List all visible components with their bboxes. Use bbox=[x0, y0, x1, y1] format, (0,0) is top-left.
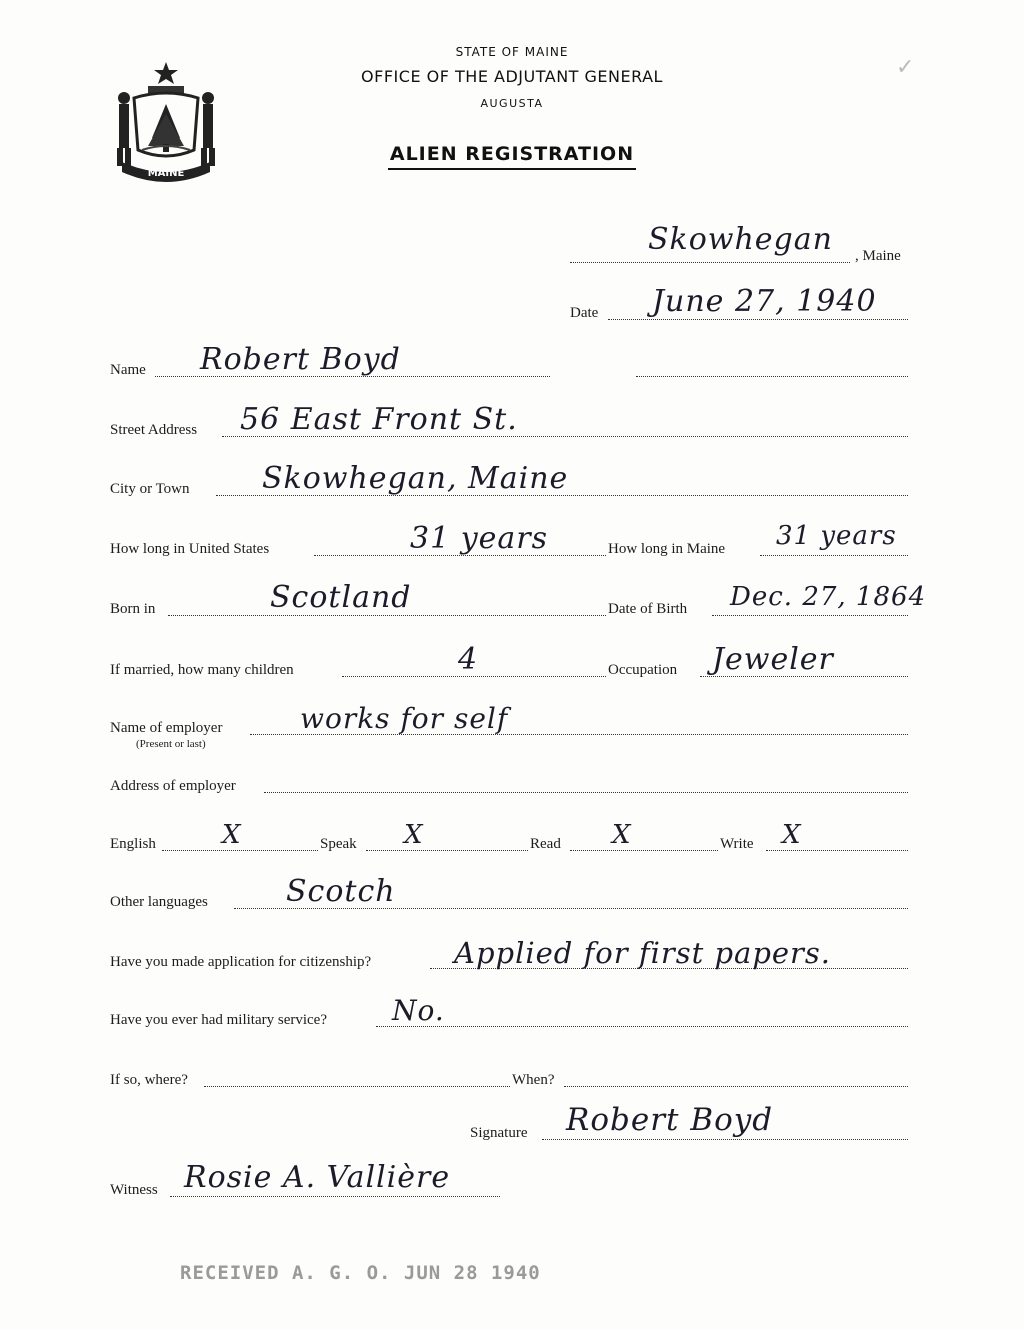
military-label: Have you ever had military service? bbox=[110, 1012, 327, 1028]
where-label: If so, where? bbox=[110, 1072, 188, 1088]
header-state: STATE OF MAINE bbox=[455, 45, 569, 59]
city-value: Skowhegan, Maine bbox=[262, 461, 569, 496]
name-value: Robert Boyd bbox=[200, 342, 401, 377]
speak-value: X bbox=[404, 820, 424, 850]
how-long-us-label: How long in United States bbox=[110, 541, 270, 557]
occupation-value: Jeweler bbox=[712, 642, 834, 677]
employer-address-label: Address of employer bbox=[110, 778, 236, 794]
how-long-us-value: 31 years bbox=[410, 521, 549, 556]
form-title: ALIEN REGISTRATION bbox=[300, 143, 724, 165]
city-label: City or Town bbox=[110, 481, 190, 497]
town-value: Skowhegan bbox=[648, 222, 833, 257]
born-in-label: Born in bbox=[110, 601, 156, 617]
name-label: Name bbox=[110, 362, 146, 378]
how-long-maine-label: How long in Maine bbox=[608, 541, 726, 557]
read-label: Read bbox=[530, 836, 561, 852]
svg-text:MAINE: MAINE bbox=[147, 168, 185, 179]
street-address-label: Street Address bbox=[110, 422, 198, 438]
date-of-birth-value: Dec. 27, 1864 bbox=[730, 582, 927, 612]
speak-label: Speak bbox=[320, 836, 357, 852]
read-value: X bbox=[612, 820, 632, 850]
check-mark-icon: ✓ bbox=[896, 54, 915, 79]
witness-label: Witness bbox=[110, 1182, 158, 1198]
date-label: Date bbox=[570, 305, 599, 321]
signature-value: Robert Boyd bbox=[566, 1102, 774, 1138]
children-value: 4 bbox=[458, 642, 479, 677]
date-of-birth-label: Date of Birth bbox=[608, 601, 688, 617]
english-label: English bbox=[110, 836, 156, 852]
header-office: OFFICE OF THE ADJUTANT GENERAL bbox=[361, 67, 663, 86]
children-label: If married, how many children bbox=[110, 662, 294, 678]
other-languages-label: Other languages bbox=[110, 894, 208, 910]
english-value: X bbox=[222, 820, 242, 850]
citizenship-value: Applied for first papers. bbox=[454, 936, 832, 970]
maine-label: , Maine bbox=[855, 248, 901, 264]
street-address-value: 56 East Front St. bbox=[240, 402, 518, 437]
citizenship-label: Have you made application for citizenship? bbox=[110, 954, 372, 970]
date-value: June 27, 1940 bbox=[652, 284, 877, 319]
born-in-value: Scotland bbox=[270, 580, 412, 615]
write-value: X bbox=[782, 820, 802, 850]
when-label: When? bbox=[512, 1072, 555, 1088]
header-city: AUGUSTA bbox=[480, 97, 544, 110]
occupation-label: Occupation bbox=[608, 662, 678, 678]
received-stamp: RECEIVED A. G. O. JUN 28 1940 bbox=[180, 1262, 541, 1284]
how-long-maine-value: 31 years bbox=[776, 521, 897, 551]
employer-sublabel: (Present or last) bbox=[136, 738, 206, 750]
write-label: Write bbox=[720, 836, 754, 852]
witness-value: Rosie A. Vallière bbox=[184, 1160, 451, 1195]
signature-label: Signature bbox=[470, 1125, 528, 1141]
employer-value: works for self bbox=[300, 702, 509, 735]
maine-state-seal-icon bbox=[112, 58, 220, 186]
military-value: No. bbox=[392, 994, 445, 1027]
employer-label: Name of employer bbox=[110, 720, 223, 736]
other-languages-value: Scotch bbox=[286, 874, 396, 909]
